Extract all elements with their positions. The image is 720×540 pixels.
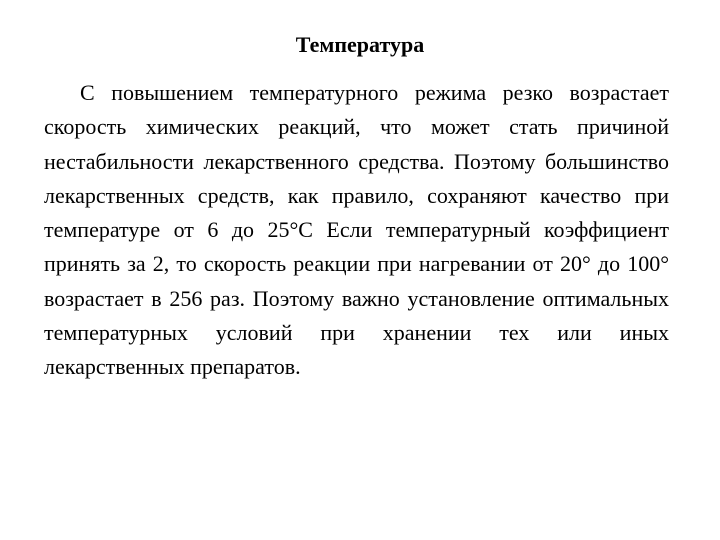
- slide-title: Температура: [295, 32, 425, 57]
- slide-paragraph: С повышением температурного режима резко возрастает скорость химических реакций, что может стать причиной нестабильности лекарственного средства. Поэтому большинство лекарственных средств, как правило, сохраняют качество при температуре от 6 до 25°С Если температурный коэффициент принять за 2, то скорость реакции при нагревании от 20° до 100° возрастает в 256 раз. Поэтому важно установление оптимальных температурных условий при хранении тех или иных лекарственных препаратов.: [44, 80, 669, 380]
